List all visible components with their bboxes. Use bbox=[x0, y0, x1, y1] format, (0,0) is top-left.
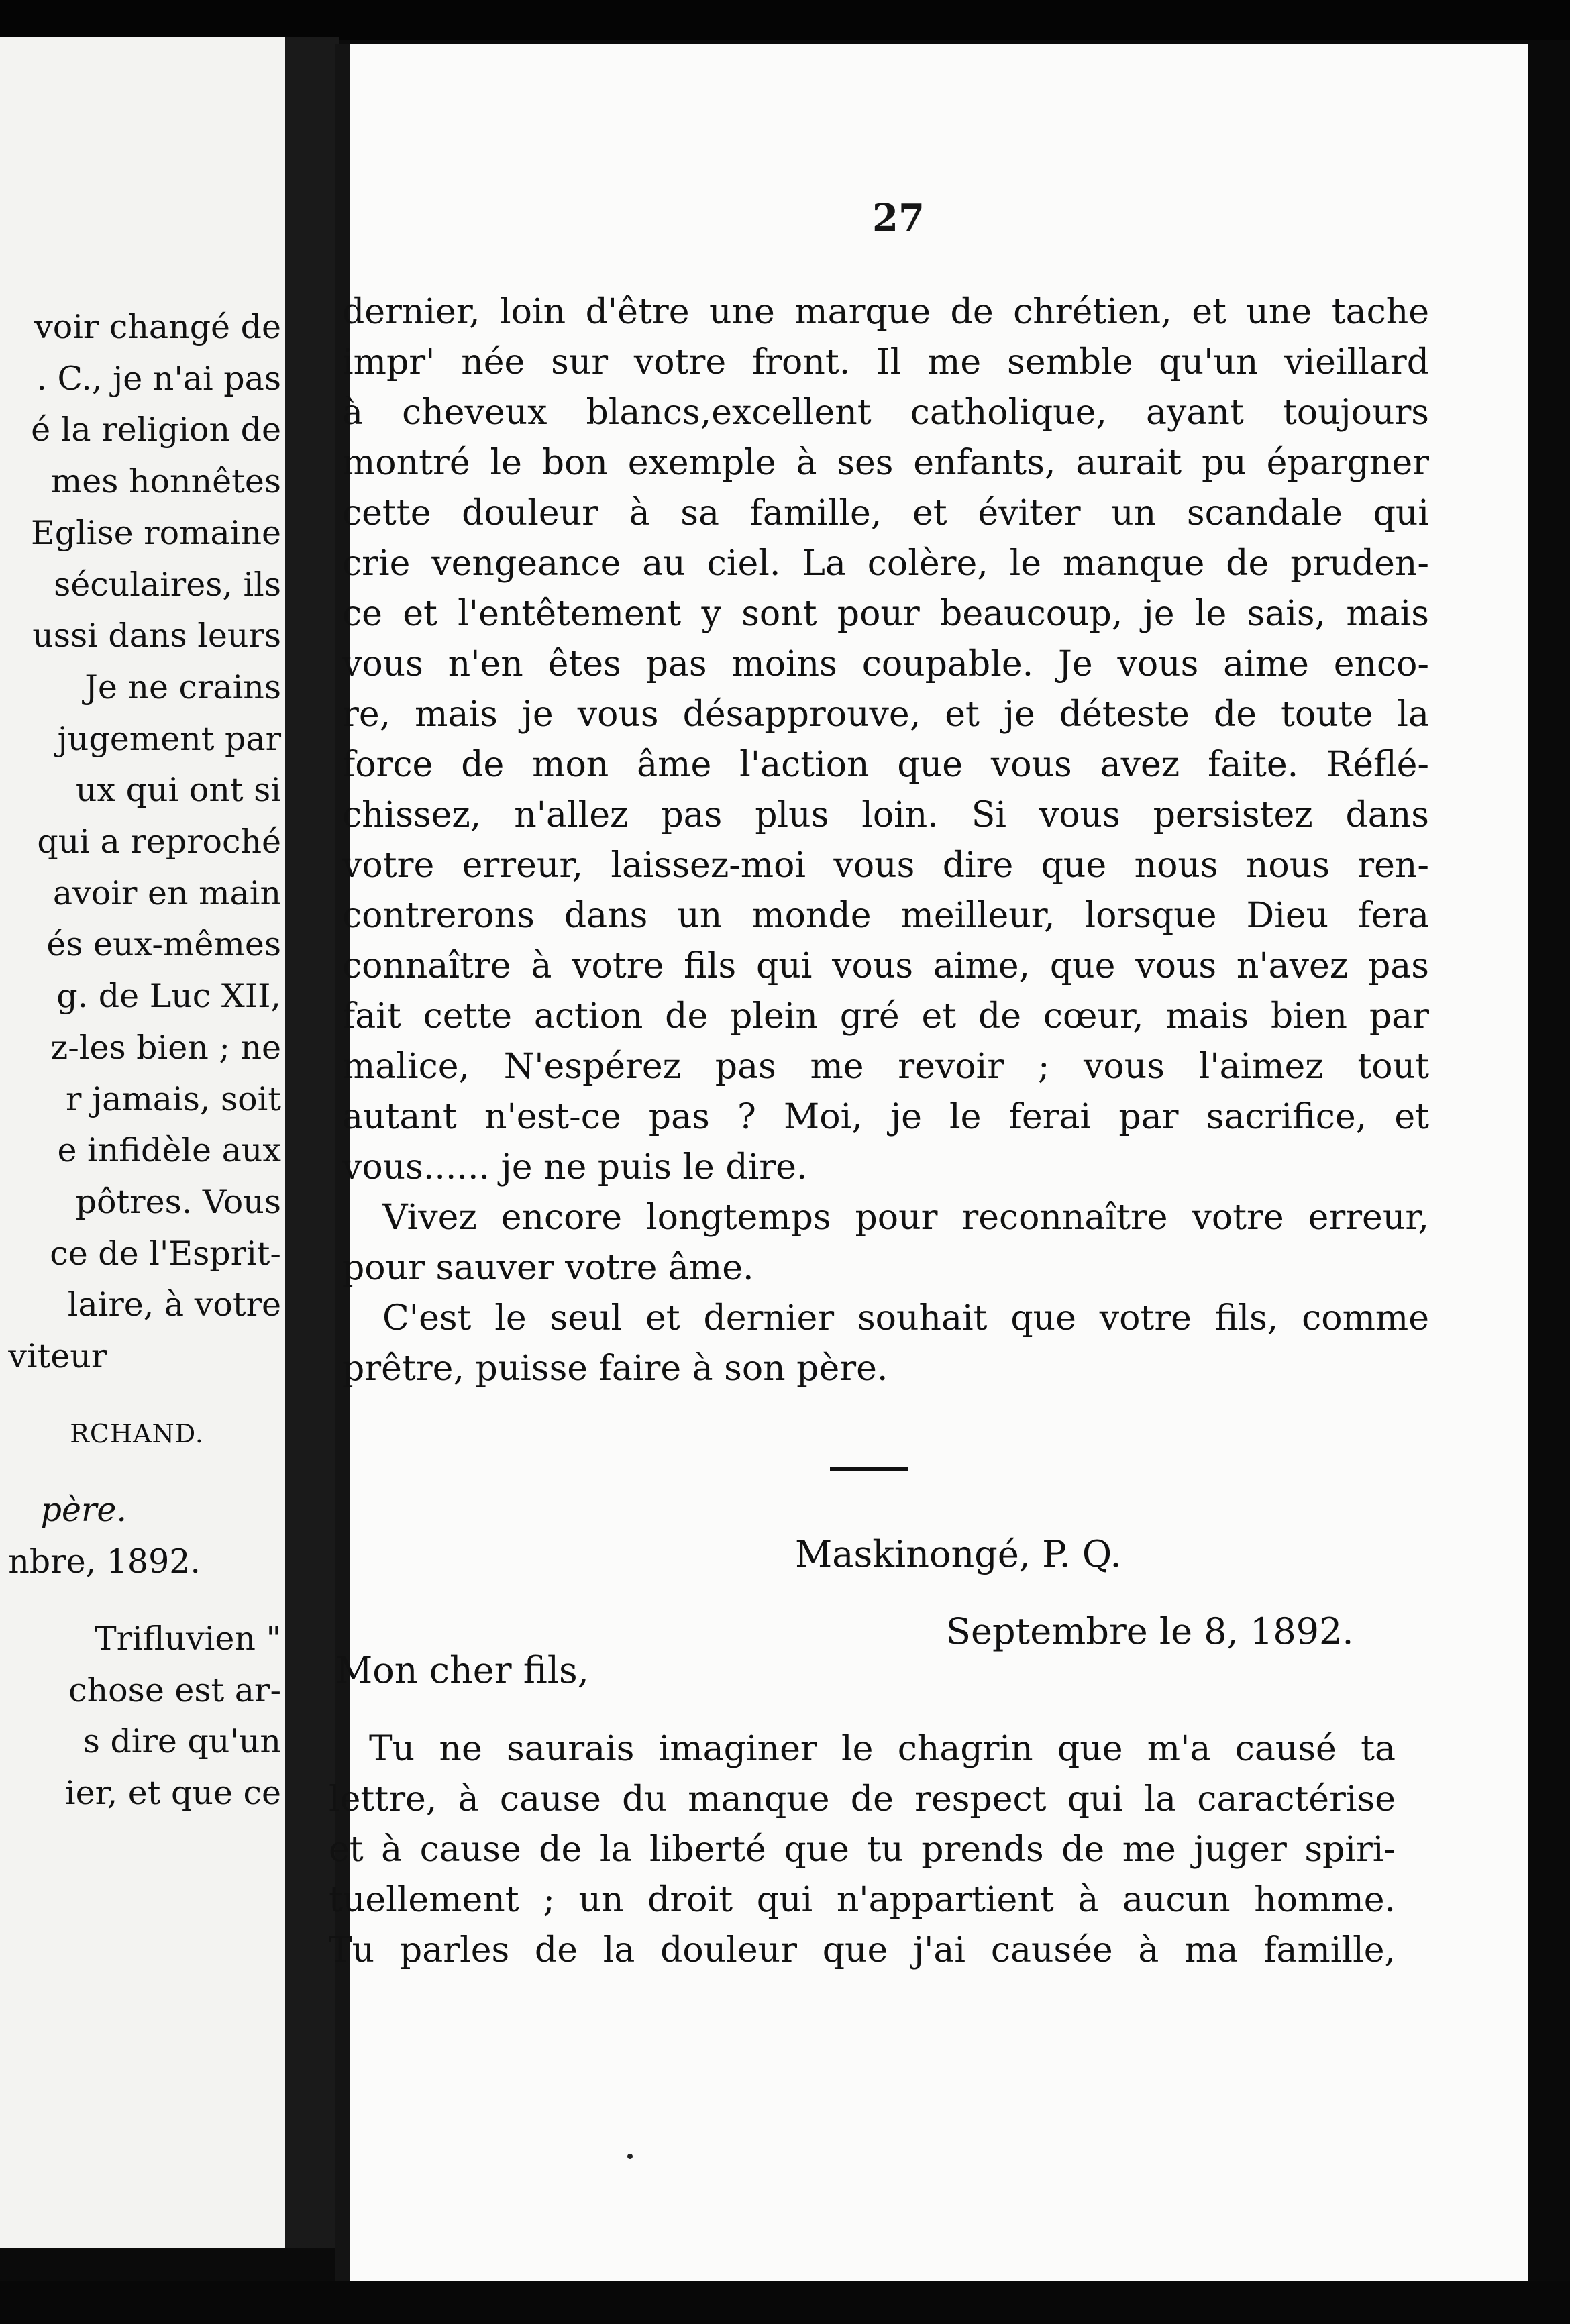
letter-date: Septembre le 8, 1892. bbox=[946, 1610, 1354, 1652]
left-line: viteur bbox=[8, 1337, 107, 1376]
left-line: r jamais, soit bbox=[65, 1079, 281, 1118]
left-line: laire, à votre bbox=[67, 1285, 281, 1324]
ink-speck bbox=[627, 2154, 633, 2159]
text-line: contrerons dans un monde meilleur, lorsque Dieu fera bbox=[342, 896, 1429, 936]
section-divider bbox=[830, 1467, 908, 1471]
text-line: cette douleur à sa famille, et éviter un scandale qui bbox=[342, 493, 1429, 533]
left-line: ussi dans leurs bbox=[32, 617, 281, 655]
text-line: connaître à votre fils qui vous aime, que vous n'avez pas bbox=[342, 946, 1429, 986]
page-number: 27 bbox=[872, 196, 925, 240]
left-line: és eux-mêmes bbox=[46, 925, 281, 964]
text-line: vous...... je ne puis le dire. bbox=[342, 1147, 808, 1187]
left-father-label: père. bbox=[40, 1491, 127, 1530]
scan-bottom-border bbox=[0, 2281, 1570, 2324]
text-line: impr' née sur votre front. Il me semble qu'un vieillard bbox=[342, 342, 1429, 382]
left-line: g. de Luc XII, bbox=[56, 977, 281, 1016]
text-line: re, mais je vous désapprouve, et je déteste de toute la bbox=[342, 694, 1429, 735]
text-line: fait cette action de plein gré et de cœur, mais bien par bbox=[342, 996, 1429, 1037]
left-line: jugement par bbox=[57, 719, 281, 758]
text-line: vous n'en êtes pas moins coupable. Je vous aime enco- bbox=[342, 644, 1429, 684]
left-line: Eglise romaine bbox=[30, 513, 281, 552]
left-line: mes honnêtes bbox=[50, 462, 281, 501]
left-signature: RCHAND. bbox=[70, 1418, 204, 1448]
left-line: séculaires, ils bbox=[54, 565, 281, 604]
text-line: Vivez encore longtemps pour reconnaître votre erreur, bbox=[382, 1198, 1429, 1238]
text-line: autant n'est-ce pas ? Moi, je le ferai par sacrifice, et bbox=[342, 1097, 1429, 1137]
text-line: à cheveux blancs,excellent catholique, ayant toujours bbox=[342, 392, 1429, 433]
left-line: ier, et que ce bbox=[64, 1773, 281, 1812]
text-line: crie vengeance au ciel. La colère, le manque de pruden- bbox=[342, 543, 1429, 584]
text-line: C'est le seul et dernier souhait que votre fils, comme bbox=[382, 1298, 1429, 1338]
text-line: lettre, à cause du manque de respect qui la caractérise bbox=[329, 1779, 1396, 1819]
text-line: et à cause de la liberté que tu prends de me juger spiri- bbox=[329, 1830, 1396, 1870]
left-date-fragment: nbre, 1892. bbox=[8, 1542, 201, 1581]
text-line: chissez, n'allez pas plus loin. Si vous persistez dans bbox=[342, 795, 1429, 835]
text-line: tuellement ; un droit qui n'appartient à aucun homme. bbox=[329, 1880, 1396, 1920]
text-line: dernier, loin d'être une marque de chrétien, et une tache bbox=[342, 292, 1429, 332]
text-line: Tu parles de la douleur que j'ai causée à ma famille, bbox=[329, 1930, 1396, 1970]
left-line: ux qui ont si bbox=[75, 771, 281, 810]
left-page bbox=[0, 37, 289, 2248]
text-line: force de mon âme l'action que vous avez faite. Réflé- bbox=[342, 745, 1429, 785]
text-line: Tu ne saurais imaginer le chagrin que m'a causé ta bbox=[369, 1729, 1396, 1769]
left-line: é la religion de bbox=[31, 411, 281, 450]
text-line: ce et l'entêtement y sont pour beaucoup, je le sais, mais bbox=[342, 594, 1429, 634]
scan-right-border bbox=[1528, 40, 1570, 2324]
text-line: malice, N'espérez pas me revoir ; vous l'aimez tout bbox=[342, 1047, 1429, 1087]
letter-salutation: Mon cher fils, bbox=[335, 1649, 589, 1691]
left-line: . C., je n'ai pas bbox=[36, 359, 281, 398]
left-line: s dire qu'un bbox=[83, 1722, 281, 1761]
left-line: z-les bien ; ne bbox=[50, 1028, 281, 1067]
left-line: e infidèle aux bbox=[57, 1131, 281, 1170]
left-line: pôtres. Vous bbox=[75, 1182, 281, 1221]
text-line: pour sauver votre âme. bbox=[342, 1248, 754, 1288]
left-line: voir changé de bbox=[34, 308, 281, 346]
text-line: prêtre, puisse faire à son père. bbox=[342, 1349, 888, 1389]
left-line: Trifluvien " bbox=[94, 1619, 281, 1658]
letter-place: Maskinongé, P. Q. bbox=[795, 1533, 1122, 1575]
left-line: ce de l'Esprit- bbox=[50, 1234, 281, 1273]
left-page-text bbox=[8, 302, 281, 1819]
scan-top-border bbox=[0, 0, 1570, 40]
left-line: chose est ar- bbox=[68, 1671, 281, 1709]
text-line: montré le bon exemple à ses enfants, aurait pu épargner bbox=[342, 443, 1429, 483]
letter-body bbox=[342, 287, 1429, 1394]
left-line: qui a reproché bbox=[37, 823, 281, 861]
left-line: avoir en main bbox=[52, 874, 281, 912]
text-line: votre erreur, laissez-moi vous dire que nous nous ren- bbox=[342, 845, 1429, 886]
left-line: Je ne crains bbox=[85, 668, 281, 706]
second-letter-body bbox=[329, 1724, 1396, 1976]
